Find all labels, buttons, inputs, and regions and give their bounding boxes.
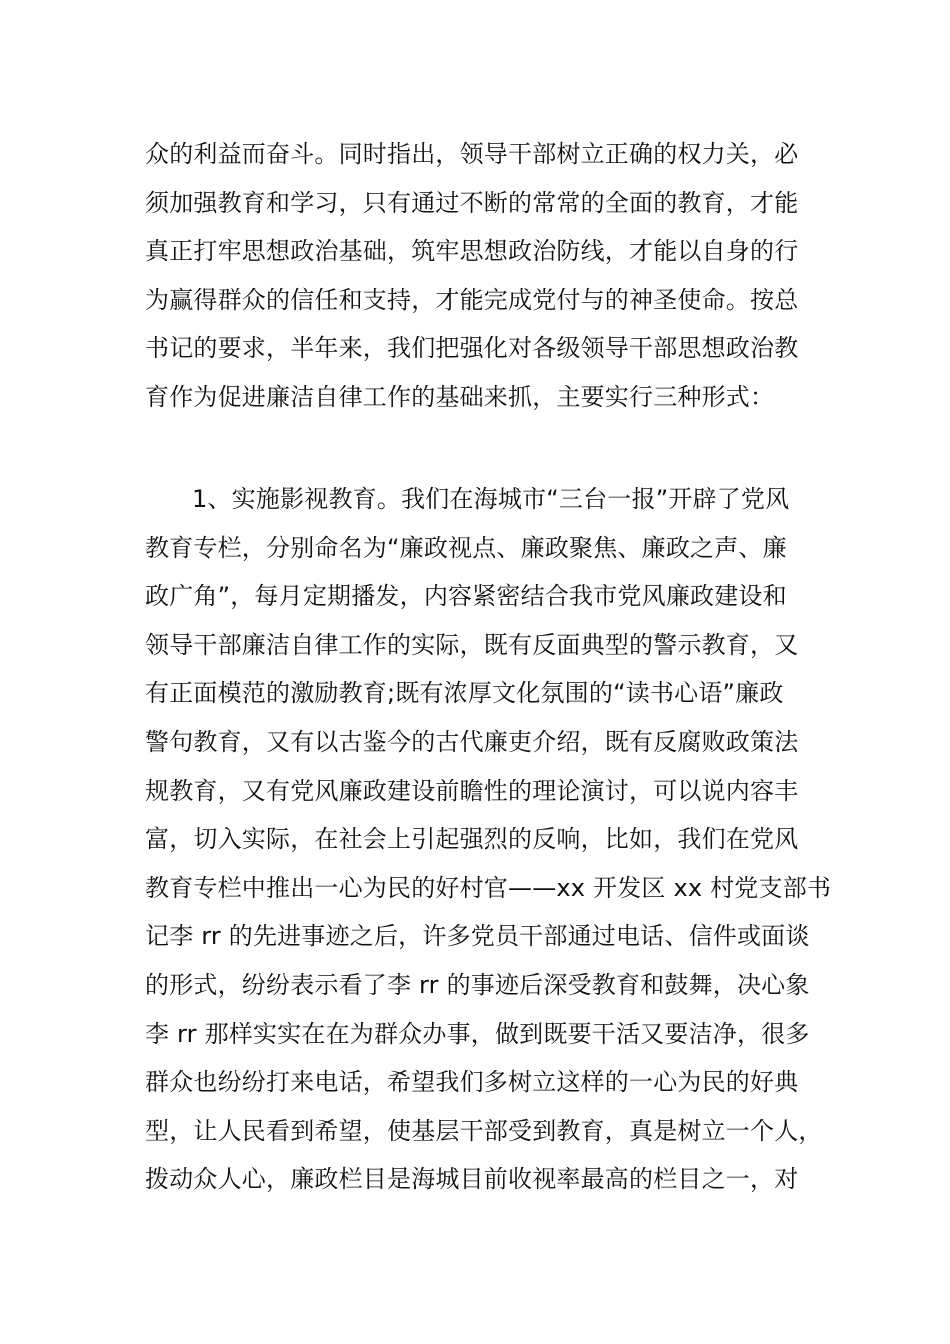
text-line: 书记的要求，半年来，我们把强化对各级领导干部思想政治教: [145, 334, 799, 363]
text-line: 有正面模范的激励教育;既有浓厚文化氛围的“读书心语”廉政: [145, 679, 784, 708]
text-line: 政广角”，每月定期播发，内容紧密结合我市党风廉政建设和: [145, 582, 787, 611]
text-line: 教育专栏，分别命名为“廉政视点、廉政聚焦、廉政之声、廉: [145, 533, 787, 562]
text-line: 富，切入实际，在社会上引起强烈的反响，比如，我们在党风: [145, 825, 799, 854]
text-line: 真正打牢思想政治基础，筑牢思想政治防线，才能以自身的行: [145, 237, 799, 266]
text-line: 须加强教育和学习，只有通过不断的常常的全面的教育，才能: [145, 188, 799, 217]
text-line: 李 rr 那样实实在在为群众办事，做到既要干活又要洁净，很多: [145, 1019, 810, 1048]
paragraph-continuation: [145, 130, 810, 422]
text-line: 群众也纷纷打来电话，希望我们多树立这样的一心为民的好典: [145, 1068, 799, 1097]
paragraph-film-education: [145, 475, 832, 1204]
text-line: 型，让人民看到希望，使基层干部受到教育，真是树立一个人，: [145, 1116, 823, 1145]
text-line: 教育专栏中推出一心为民的好村官——xx 开发区 xx 村党支部书: [145, 873, 832, 902]
text-line: 领导干部廉洁自律工作的实际，既有反面典型的警示教育，又: [145, 630, 799, 659]
text-line: 1、实施影视教育。我们在海城市“三台一报”开辟了党风: [192, 485, 790, 513]
text-line: 规教育，又有党风廉政建设前瞻性的理论演讨，可以说内容丰: [145, 776, 799, 805]
text-line: 警句教育，又有以古鉴今的古代廉吏介绍，既有反腐败政策法: [145, 727, 799, 756]
text-line: 的形式，纷纷表示看了李 rr 的事迹后深受教育和鼓舞，决心象: [145, 970, 810, 999]
text-line: 拨动众人心，廉政栏目是海城目前收视率最高的栏目之一，对: [145, 1165, 799, 1194]
text-line: 育作为促进廉洁自律工作的基础来抓，主要实行三种形式：: [145, 382, 775, 411]
text-line: 众的利益而奋斗。同时指出，领导干部树立正确的权力关，必: [145, 140, 799, 168]
text-line: 为赢得群众的信任和支持，才能完成党付与的神圣使命。按总: [145, 285, 799, 314]
text-line: 记李 rr 的先进事迹之后，许多党员干部通过电话、信件或面谈: [145, 922, 810, 951]
